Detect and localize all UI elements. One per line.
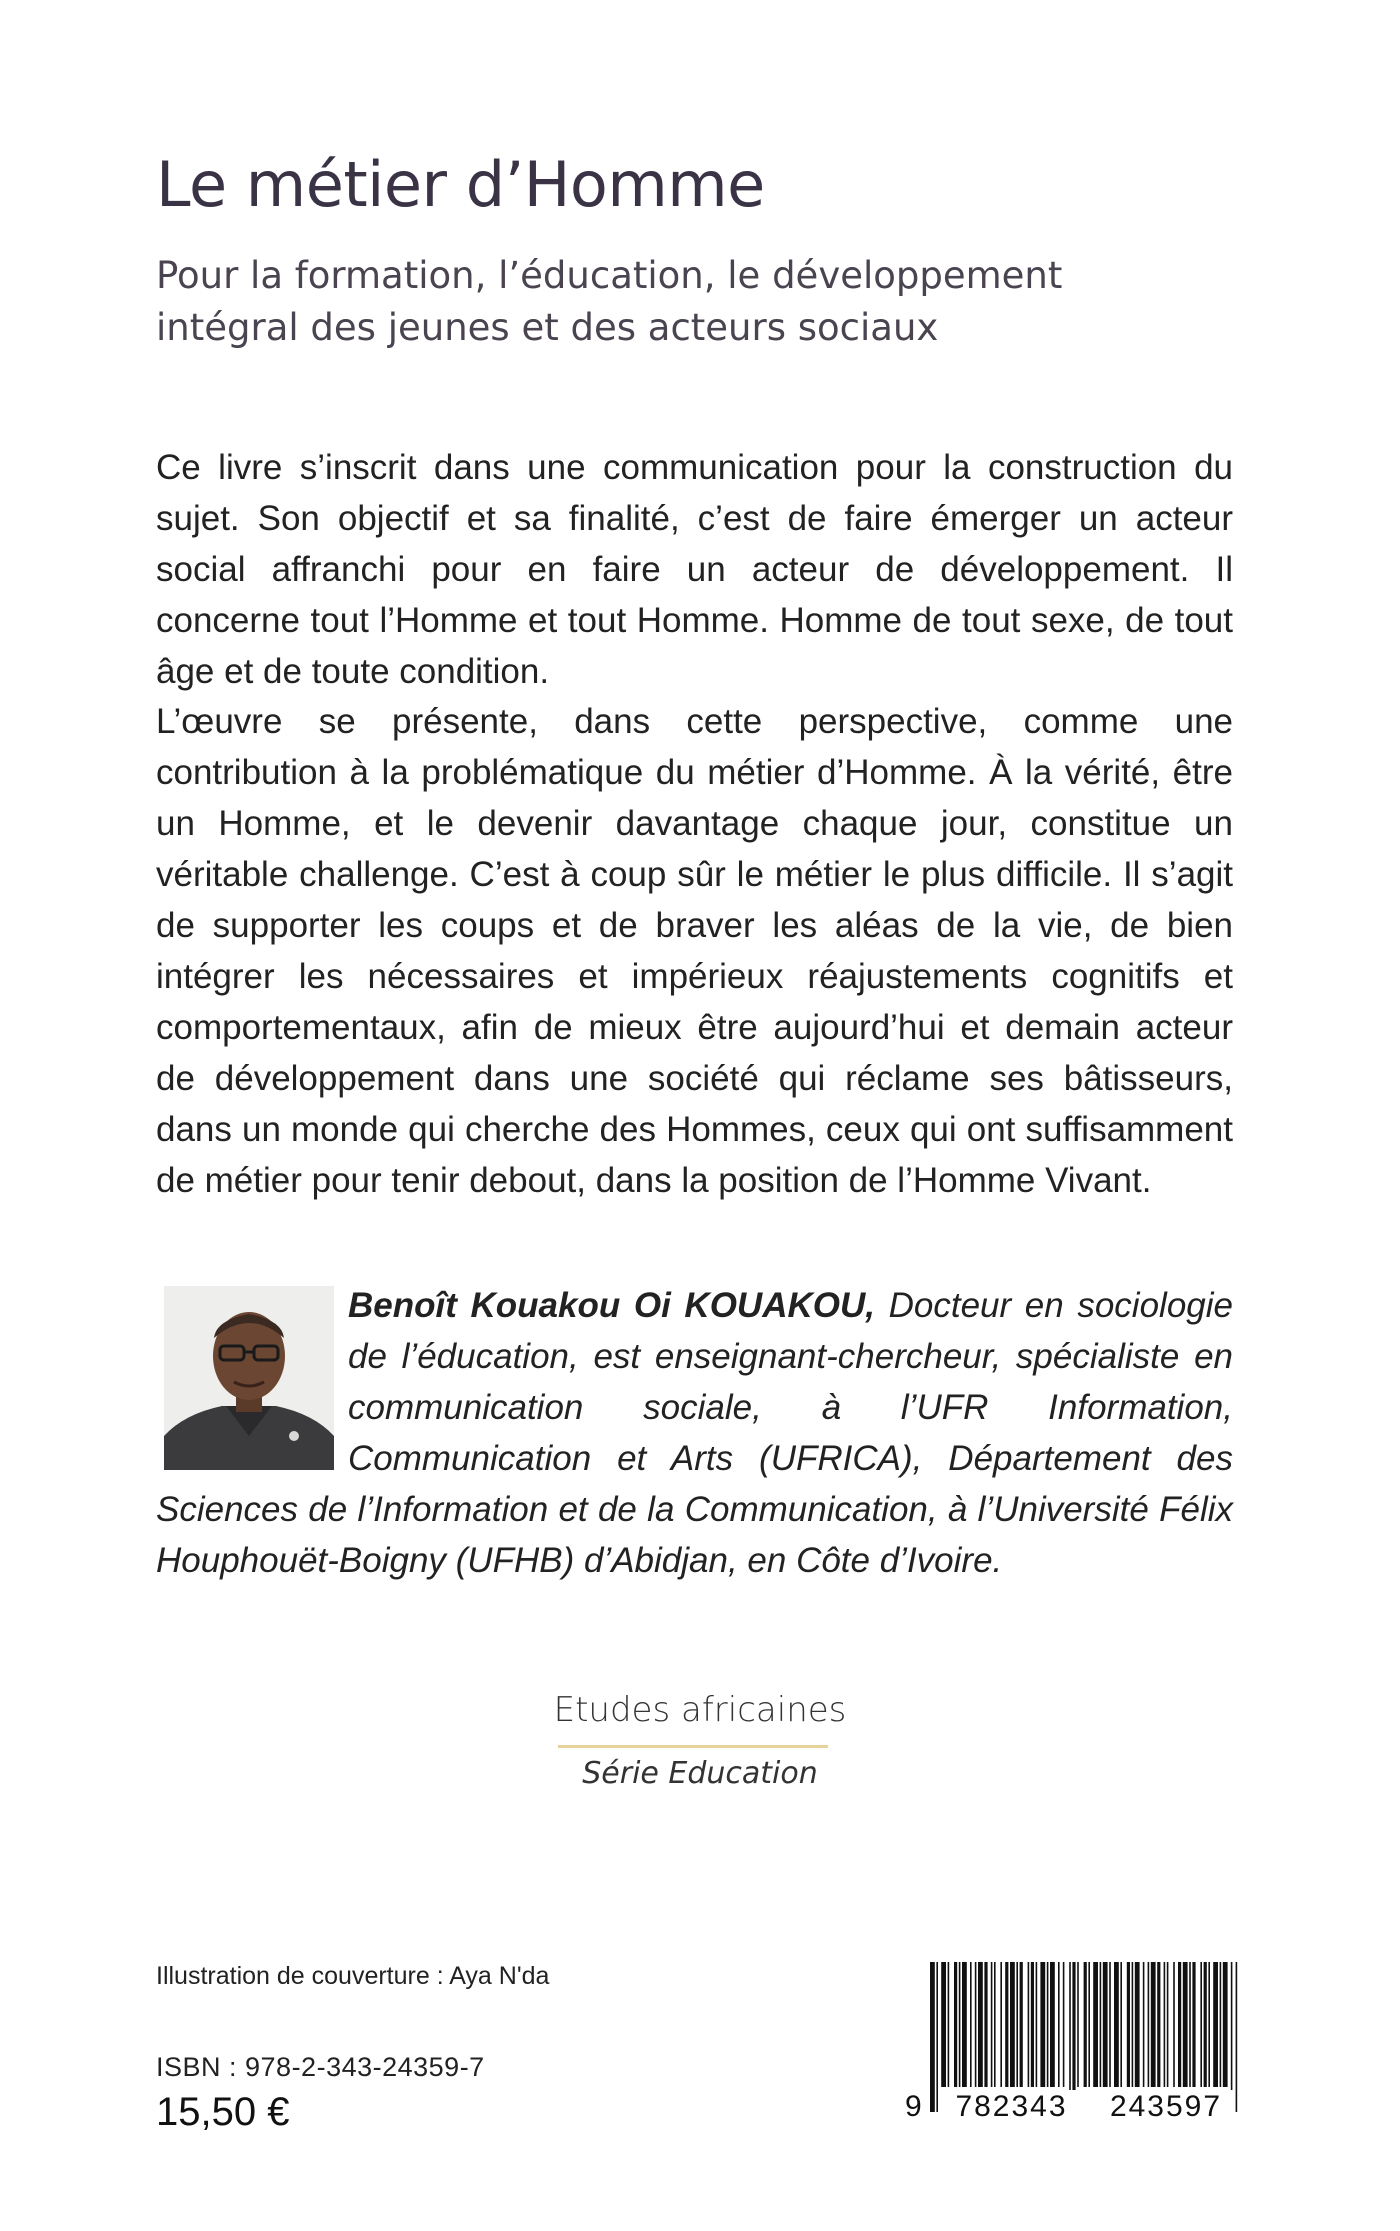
barcode-bar: [1189, 1962, 1191, 2087]
barcode-bar: [1077, 1962, 1079, 2087]
barcode-bar: [1236, 1962, 1238, 2112]
barcode-first-digit: 9: [905, 2090, 924, 2123]
barcode-bar: [1200, 1962, 1202, 2087]
barcode-bar: [1093, 1962, 1098, 2087]
barcode-bar: [991, 1962, 993, 2087]
barcode-bar: [954, 1962, 957, 2087]
illustration-credit: Illustration de couverture : Aya N'da: [156, 1962, 550, 1990]
barcode-bar: [1151, 1962, 1156, 2087]
subtitle-line-1: Pour la formation, l’éducation, le développement: [156, 254, 1063, 297]
price: 15,50 €: [156, 2090, 290, 2134]
barcode-bar: [1058, 1962, 1060, 2087]
barcode-bar: [1183, 1962, 1188, 2087]
series-subseries: Série Education: [582, 1756, 818, 1791]
barcode-bar: [970, 1962, 972, 2087]
barcode-bar: [930, 1962, 935, 2112]
barcode-bar: [1204, 1962, 1207, 2087]
barcode-bar: [1173, 1962, 1175, 2087]
barcode-bar: [1132, 1962, 1134, 2087]
barcode-bar: [1088, 1962, 1090, 2087]
barcode-bar: [1135, 1962, 1140, 2087]
barcode-bar: [1223, 1962, 1228, 2087]
barcode-bar: [1016, 1962, 1018, 2087]
barcode-bar: [936, 1962, 938, 2112]
barcode-bar: [1208, 1962, 1210, 2087]
barcode-bar: [962, 1962, 967, 2087]
book-title: Le métier d’Homme: [156, 148, 765, 221]
barcode-bar: [1167, 1962, 1169, 2087]
barcode-right-digits: 243597: [1098, 2090, 1234, 2124]
barcode-bar: [1103, 1962, 1108, 2087]
barcode-bar: [948, 1962, 950, 2087]
author-bio-text: Docteur en sociologie de l’éducation, est enseignant-chercheur, spécialiste en communication sociale, à l’UFR Information, Communication et Arts (UFRICA), Département des Sciences de l’Information et de la Communication, à l’Université Félix Houphouët-Boigny (UFHB) d’Abidjan, en Côte d’Ivoire.: [156, 1286, 1233, 1580]
barcode-bar: [1040, 1962, 1045, 2087]
isbn: ISBN : 978-2-343-24359-7: [156, 2052, 485, 2082]
barcode-bar: [959, 1962, 961, 2087]
summary-paragraph-1: Ce livre s’inscrit dans une communication pour la construction du sujet. Son objectif et sa finalité, c’est de faire émerger un acteur social affranchi pour en faire un acteur de développement. Il concerne tout l’Homme et tout Homme. Homme de tout sexe, de tout âge et de toute condition.: [156, 448, 1233, 691]
barcode-bar: [1063, 1962, 1065, 2087]
barcode-bar: [1000, 1962, 1002, 2087]
barcode-left-digits: 782343: [940, 2090, 1083, 2124]
barcode-bar: [1020, 1962, 1023, 2087]
barcode-bar: [1047, 1962, 1049, 2087]
barcode-bar: [1157, 1962, 1160, 2087]
barcode-bar: [1031, 1962, 1034, 2087]
barcode-bar: [1164, 1962, 1166, 2087]
barcode-bar: [1143, 1962, 1145, 2087]
barcode-bar: [1036, 1962, 1038, 2087]
summary-paragraph-2: L’œuvre se présente, dans cette perspective, comme une contribution à la problématique du métier d’Homme. À la vérité, être un Homme, et le devenir davantage chaque jour, constitue un véritable challenge. C’est à coup sûr le métier le plus difficile. Il s’agit de supporter les coups et de braver les aléas de la vie, de bien intégrer les nécessaires et impérieux réajustements cognitifs et comportementaux, afin de mieux être aujourd’hui et demain acteur de développement dans une société qui réclame ses bâtisseurs, dans un monde qui cherche des Hommes, ceux qui ont suffisamment de métier pour tenir debout, dans la position de l’Homme Vivant.: [156, 702, 1233, 1200]
series-divider: [558, 1745, 828, 1748]
barcode-bar: [1120, 1962, 1122, 2087]
barcode-bar: [1178, 1962, 1181, 2087]
barcode-bar: [1192, 1962, 1195, 2087]
author-name: Benoît Kouakou Oi KOUAKOU,: [348, 1286, 875, 1325]
barcode-bar: [1050, 1962, 1055, 2087]
barcode-bar: [941, 1962, 946, 2087]
barcode-bar: [1148, 1962, 1150, 2087]
subtitle-line-2: intégral des jeunes et des acteurs sociaux: [156, 306, 939, 349]
barcode-bar: [1005, 1962, 1008, 2087]
author-photo: [164, 1286, 334, 1470]
barcode-bar: [984, 1962, 987, 2087]
barcode-bar: [978, 1962, 983, 2087]
barcode-bar: [1010, 1962, 1015, 2087]
author-section: [156, 1280, 1233, 1586]
barcode-bar: [1084, 1962, 1087, 2087]
series-name: Etudes africaines: [553, 1690, 847, 1730]
barcode-bar: [975, 1962, 977, 2087]
barcode-bar: [994, 1962, 996, 2087]
barcode-bar: [1213, 1962, 1218, 2087]
barcode-bar: [1100, 1962, 1102, 2087]
barcode-bar: [1220, 1962, 1222, 2087]
barcode-bar: [1028, 1962, 1030, 2087]
barcode-bar: [1127, 1962, 1130, 2087]
barcode-bar: [1114, 1962, 1119, 2087]
barcode-bar: [1109, 1962, 1111, 2087]
book-subtitle: [156, 250, 1156, 354]
